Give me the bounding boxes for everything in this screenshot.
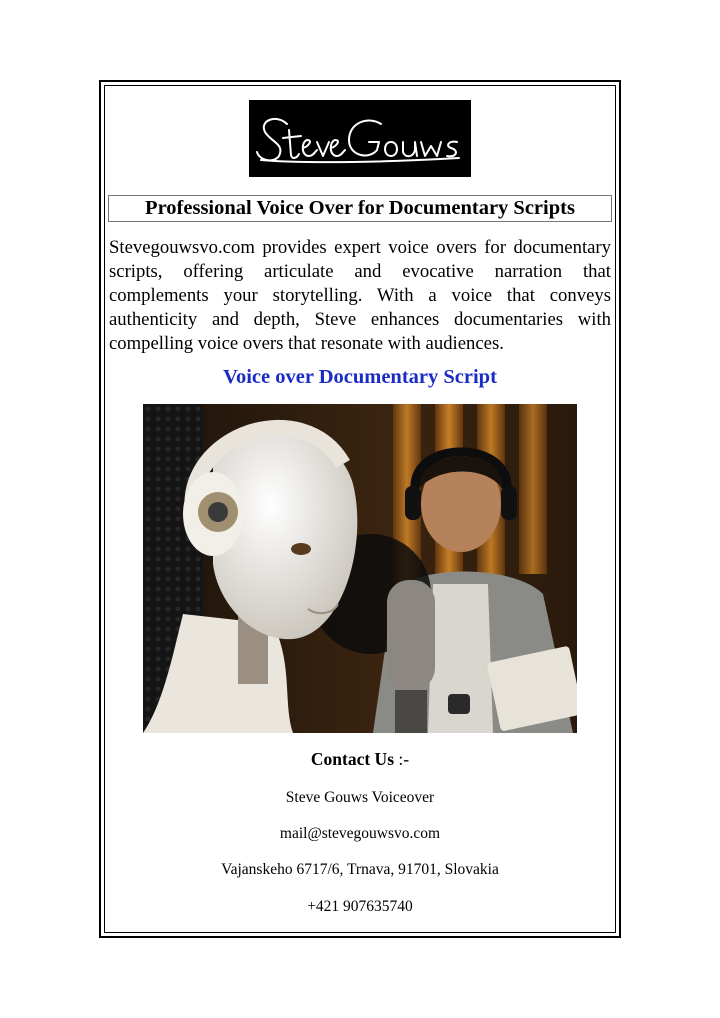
contact-name: Steve Gouws Voiceover bbox=[285, 789, 435, 806]
contact-address: Vajanskeho 6717/6, Trnava, 91701, Slovakia bbox=[221, 861, 499, 878]
contact-phone[interactable]: +421 907635740 bbox=[307, 898, 413, 915]
contact-email[interactable]: mail@stevegouwsvo.com bbox=[279, 825, 441, 842]
contact-heading-label: Contact Us bbox=[310, 749, 395, 769]
title-box bbox=[108, 195, 612, 222]
page-title: Professional Voice Over for Documentary Scripts bbox=[145, 197, 575, 219]
contact-heading-suffix: :- bbox=[394, 749, 410, 769]
logo-signature-icon bbox=[249, 100, 471, 177]
description-paragraph: Stevegouwsvo.com provides expert voice overs for documentary scripts, offering articulate and evocative narration that complements your storytelling. With a voice that conveys authenticity and depth, Steve enhances documentaries with compelling voice overs that resonate with audiences. bbox=[109, 237, 611, 354]
contact-heading bbox=[104, 749, 616, 770]
steve-gouws-logo bbox=[249, 100, 471, 177]
studio-photo bbox=[143, 404, 577, 733]
subheading-link[interactable]: Voice over Documentary Script bbox=[223, 366, 497, 388]
